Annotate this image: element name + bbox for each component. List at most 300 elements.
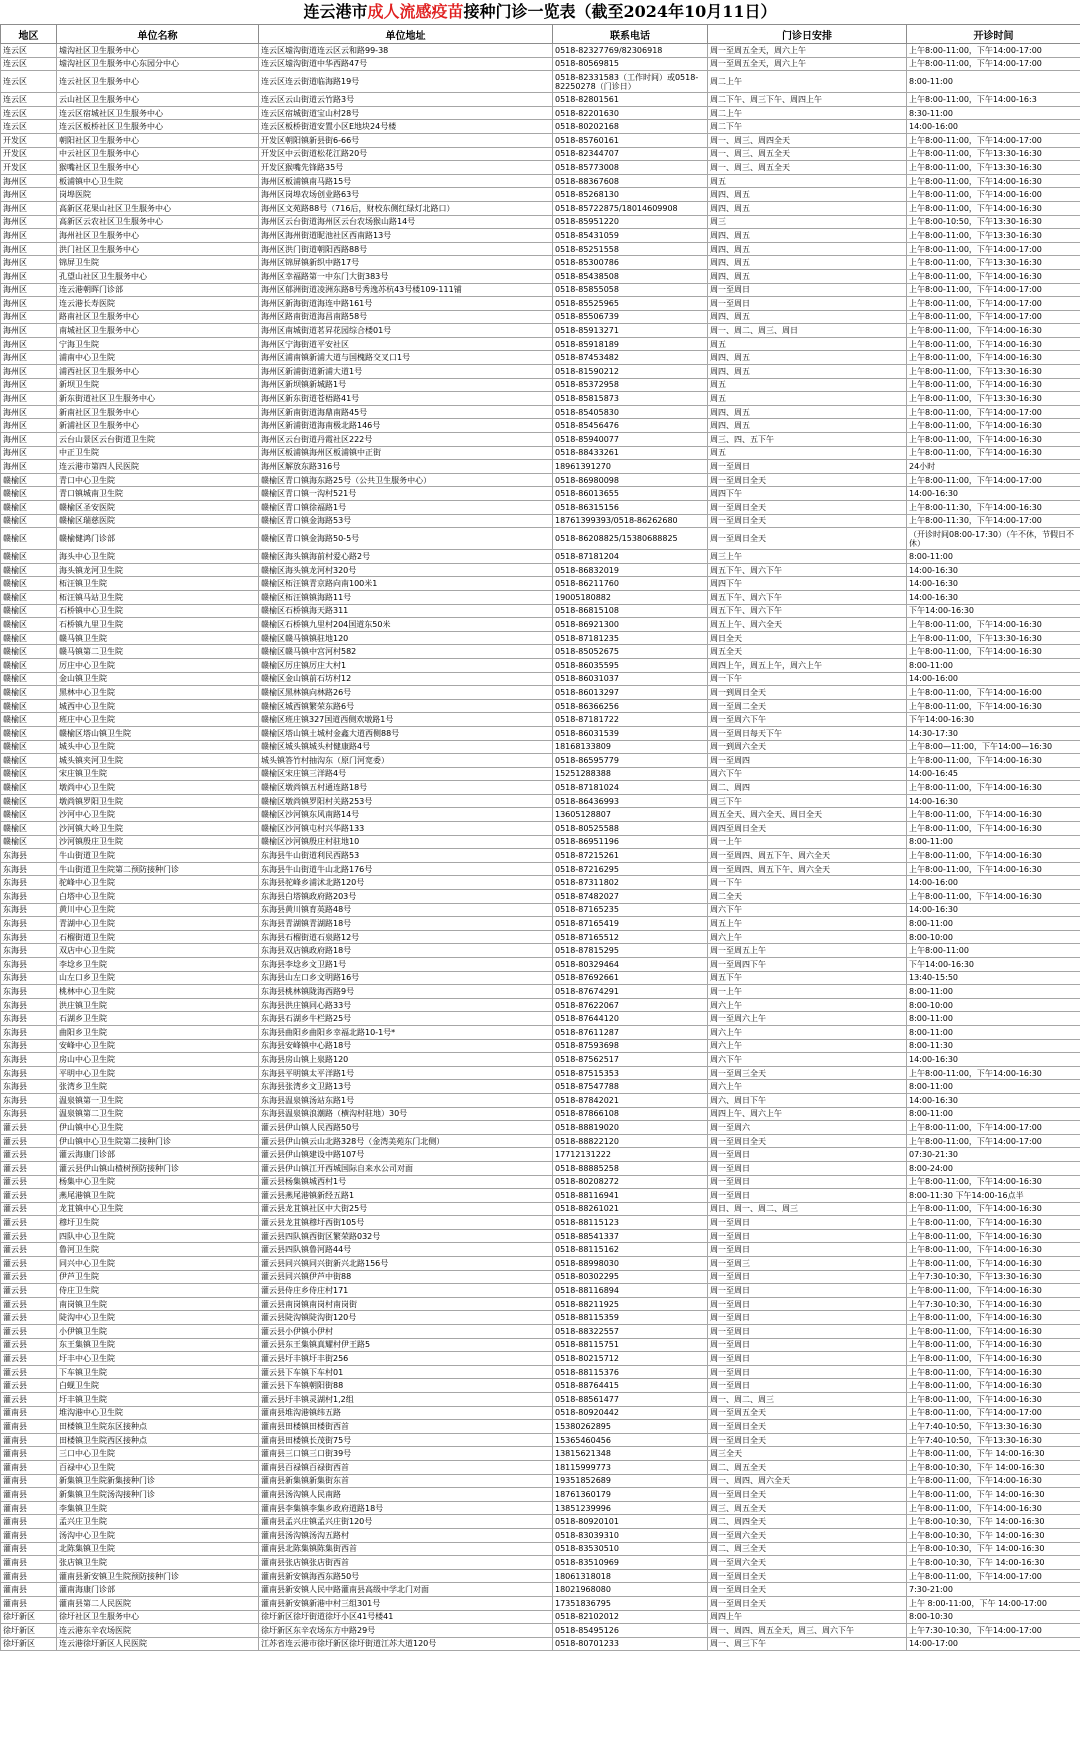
cell-unit-name: 城头镇夹河卫生院 [57,754,259,768]
cell-region: 灌南县 [1,1583,57,1597]
table-row [1,1202,1080,1216]
cell-phone: 0518-83530510 [553,1542,708,1556]
cell-region: 连云区 [1,93,57,107]
cell-region: 赣榆区 [1,528,57,550]
cell-hours: 上午8:00-11:00，下午14:00-17:00 [907,44,1080,58]
cell-region: 东海县 [1,1025,57,1039]
cell-address: 灌云县下车镇下车村01 [259,1365,553,1379]
cell-unit-name: 驼峰中心卫生院 [57,876,259,890]
cell-clinic-days: 周五全天 [708,645,907,659]
cell-hours: 上午8:00-11:00，下午13:30-16:30 [907,392,1080,406]
cell-region: 灌南县 [1,1596,57,1610]
table-row [1,862,1080,876]
table-row [1,405,1080,419]
cell-hours: 上午8:00-11:00，下午14:00-16:30 [907,433,1080,447]
cell-address: 灌南县汤沟镇汤沟五路村 [259,1528,553,1542]
cell-clinic-days: 周一至周四、周五下午、周六全天 [708,862,907,876]
cell-region: 海州区 [1,229,57,243]
cell-address: 连云区板桥街道安置小区E地块24号楼 [259,120,553,134]
cell-unit-name: 黄川中心卫生院 [57,903,259,917]
cell-address: 灌南县田楼镇田楼街西首 [259,1420,553,1434]
cell-region: 徐圩新区 [1,1610,57,1624]
cell-address: 海州区云台街道丹霞社区222号 [259,433,553,447]
cell-hours: 下午14:00-16:30 [907,604,1080,618]
table-row [1,1325,1080,1339]
table-row [1,971,1080,985]
cell-unit-name: 宋庄镇卫生院 [57,767,259,781]
cell-clinic-days: 周一至周四 [708,754,907,768]
cell-region: 东海县 [1,958,57,972]
cell-phone: 0518-80569815 [553,57,708,71]
cell-clinic-days: 周二上午 [708,71,907,93]
cell-phone: 0518-88541337 [553,1229,708,1243]
cell-phone: 0518-88115751 [553,1338,708,1352]
cell-region: 灌云县 [1,1175,57,1189]
cell-address: 海州区新南街道海鼎南路45号 [259,405,553,419]
table-row [1,1093,1080,1107]
cell-region: 赣榆区 [1,658,57,672]
cell-phone: 18961391270 [553,460,708,474]
cell-clinic-days: 周一至周五上午 [708,944,907,958]
cell-address: 灌云县伊山镇建设中路107号 [259,1148,553,1162]
table-row [1,754,1080,768]
cell-address: 徐圩新区东辛农场东方中路29号 [259,1624,553,1638]
table-row [1,1583,1080,1597]
table-row [1,1297,1080,1311]
cell-unit-name: 连云港朝晖门诊部 [57,283,259,297]
cell-address: 连云区云山街道云竹路3号 [259,93,553,107]
cell-phone: 0518-85438508 [553,269,708,283]
table-row [1,392,1080,406]
cell-address: 海州区新浦街道新浦大道1号 [259,365,553,379]
cell-region: 开发区 [1,161,57,175]
table-row [1,351,1080,365]
cell-clinic-days: 周四、周五 [708,242,907,256]
cell-phone: 0518-88367608 [553,174,708,188]
page-title [0,0,1080,24]
cell-address: 海州区洪门街道朝阳西路88号 [259,242,553,256]
cell-clinic-days: 周三、周五全天 [708,1501,907,1515]
cell-unit-name: 安峰中心卫生院 [57,1039,259,1053]
cell-unit-name: 东王集镇卫生院 [57,1338,259,1352]
cell-clinic-days: 周一、周四、周五全天，周三、周六下午 [708,1624,907,1638]
cell-address: 灌云县龙苴镇社区中大街25号 [259,1202,553,1216]
cell-hours: 上午8:00-11:00，下午14:00-16:30 [907,1243,1080,1257]
cell-unit-name: 连云港长寿医院 [57,297,259,311]
cell-address: 东海县温泉镇浪潮路（横沟村驻地）30号 [259,1107,553,1121]
table-row [1,1406,1080,1420]
cell-clinic-days: 周五下午、周六下午 [708,563,907,577]
cell-unit-name: 石桥镇九里卫生院 [57,618,259,632]
table-row [1,215,1080,229]
cell-clinic-days: 周一至周五全天 [708,1406,907,1420]
cell-hours: 上午8:00-11:00，下午14:00-16:30 [907,337,1080,351]
cell-hours: 上午8:00-11:00，下午14:00-17:00 [907,1569,1080,1583]
cell-phone: 0518-85456476 [553,419,708,433]
cell-hours: 上午8:00-11:00，下午13:30-16:30 [907,147,1080,161]
cell-unit-name: 赣马镇卫生院 [57,631,259,645]
table-row [1,1556,1080,1570]
cell-phone: 0518-85855058 [553,283,708,297]
table-row [1,337,1080,351]
table-row [1,242,1080,256]
cell-clinic-days: 周一至周日 [708,1161,907,1175]
cell-hours: 13:40-15:50 [907,971,1080,985]
cell-clinic-days: 周四至周日全天 [708,822,907,836]
cell-address: 赣榆区青口镇徐福路1号 [259,501,553,515]
cell-address: 赣榆区海头镇龙河村320号 [259,563,553,577]
cell-address: 灌南县三口镇三口街39号 [259,1447,553,1461]
cell-address: 东海县石榴街道石泉路12号 [259,930,553,944]
cell-clinic-days: 周六上午 [708,998,907,1012]
cell-region: 灌南县 [1,1556,57,1570]
cell-clinic-days: 周一至周日 [708,1311,907,1325]
cell-unit-name: 海州社区卫生服务中心 [57,229,259,243]
cell-clinic-days: 周一下午 [708,876,907,890]
cell-address: 海州区幸福路第一中东门大街383号 [259,269,553,283]
table-row [1,1596,1080,1610]
cell-address: 灌南县新安镇新港中村三组301号 [259,1596,553,1610]
cell-phone: 0518-87181204 [553,550,708,564]
cell-hours: 上午8:00-10:30，下午 14:00-16:30 [907,1556,1080,1570]
table-row [1,618,1080,632]
cell-phone: 0518-82327769/82306918 [553,44,708,58]
cell-hours: 8:30-11:00 [907,106,1080,120]
cell-clinic-days: 周一至周六下午 [708,713,907,727]
cell-hours: 24小时 [907,460,1080,474]
table-row [1,201,1080,215]
cell-phone: 0518-87547788 [553,1080,708,1094]
cell-hours: 上午8:00-11:00，下午14:00-16:30 [907,446,1080,460]
cell-unit-name: 黑林中心卫生院 [57,686,259,700]
cell-region: 灌南县 [1,1501,57,1515]
cell-hours: 上午8:00-11:00，下午14:00-16:30 [907,1501,1080,1515]
cell-phone: 0518-80302295 [553,1270,708,1284]
cell-address: 赣榆区黑林镇向林路26号 [259,686,553,700]
cell-hours: 上午8:00-11:00，下午14:00-16:30 [907,1338,1080,1352]
cell-region: 灌云县 [1,1284,57,1298]
cell-clinic-days: 周五 [708,392,907,406]
cell-hours: 上午8:00-10:50，下午13:30-16:30 [907,215,1080,229]
cell-region: 赣榆区 [1,822,57,836]
cell-unit-name: 云山社区卫生服务中心 [57,93,259,107]
cell-hours: 上午8:00-11:00，下午14:00-17:00 [907,133,1080,147]
cell-hours: 上午8:00-11:00，下午14:00-16:30 [907,1311,1080,1325]
cell-unit-name: 高新区花果山社区卫生服务中心 [57,201,259,215]
cell-unit-name: 鲁河卫生院 [57,1243,259,1257]
cell-unit-name: 青口中心卫生院 [57,473,259,487]
table-row [1,1012,1080,1026]
table-row [1,1025,1080,1039]
cell-region: 赣榆区 [1,672,57,686]
cell-hours: 上午8:00-11:00，下午14:00-16:30 [907,1393,1080,1407]
cell-phone: 0518-86366256 [553,699,708,713]
table-row [1,174,1080,188]
cell-unit-name: 新浦社区卫生服务中心 [57,419,259,433]
cell-region: 赣榆区 [1,740,57,754]
cell-clinic-days: 周一至周五全天，周六上午 [708,57,907,71]
cell-phone: 0518-87453482 [553,351,708,365]
cell-phone: 0518-85722875/18014609908 [553,201,708,215]
cell-clinic-days: 周四、周五 [708,188,907,202]
cell-address: 赣榆区墩尚镇五村通连路18号 [259,781,553,795]
cell-address: 东海县牛山街道利民西路53 [259,849,553,863]
cell-unit-name: 锦屏卫生院 [57,256,259,270]
cell-unit-name: 城西中心卫生院 [57,699,259,713]
table-row [1,958,1080,972]
cell-unit-name: 百禄中心卫生院 [57,1460,259,1474]
cell-address: 赣榆区青口镇一沟村521号 [259,487,553,501]
cell-clinic-days: 周一至周五全天，周六上午 [708,44,907,58]
cell-clinic-days: 周六上午 [708,1039,907,1053]
table-row [1,1393,1080,1407]
cell-clinic-days: 周四、周五 [708,419,907,433]
cell-hours: 上午8:00-11:00，下午14:00-16:30 [907,618,1080,632]
cell-region: 灌云县 [1,1379,57,1393]
cell-phone: 0518-82344707 [553,147,708,161]
cell-phone: 0518-82102012 [553,1610,708,1624]
table-row [1,229,1080,243]
cell-clinic-days: 周一至周日 [708,1229,907,1243]
cell-region: 连云区 [1,120,57,134]
cell-hours: 上午8:00-11:00，下午14:00-16:30 [907,699,1080,713]
cell-address: 海州区南城街道茗昇花园综合楼01号 [259,324,553,338]
cell-unit-name: 城头中心卫生院 [57,740,259,754]
cell-clinic-days: 周一、周三、周五全天 [708,147,907,161]
table-row [1,161,1080,175]
cell-address: 海州区浦南镇新浦大道与国槐路交叉口1号 [259,351,553,365]
cell-region: 赣榆区 [1,767,57,781]
cell-unit-name: 新集镇卫生院汤沟接种门诊 [57,1488,259,1502]
cell-hours: 上午8:00-11:00，下午14:00-16:30 [907,1352,1080,1366]
cell-hours: 14:00-16:00 [907,876,1080,890]
cell-clinic-days: 周六下午 [708,1053,907,1067]
cell-phone: 0518-87215261 [553,849,708,863]
cell-region: 东海县 [1,971,57,985]
cell-region: 东海县 [1,1080,57,1094]
cell-phone: 0518-85506739 [553,310,708,324]
cell-phone: 0518-86815108 [553,604,708,618]
cell-region: 东海县 [1,849,57,863]
cell-phone: 0518-80920101 [553,1515,708,1529]
cell-hours: 上午8:00-11:00，下午14:00-17:00 [907,310,1080,324]
cell-unit-name: 张店镇卫生院 [57,1556,259,1570]
table-row [1,120,1080,134]
cell-clinic-days: 周一至周日 [708,283,907,297]
table-row [1,1257,1080,1271]
cell-unit-name: 柘汪镇卫生院 [57,577,259,591]
cell-address: 东海县白塔镇政府路203号 [259,890,553,904]
cell-unit-name: 浦南中心卫生院 [57,351,259,365]
cell-clinic-days: 周一至周六 [708,1121,907,1135]
cell-clinic-days: 周一至周日 [708,1175,907,1189]
cell-region: 东海县 [1,876,57,890]
cell-region: 连云区 [1,57,57,71]
cell-region: 灌云县 [1,1311,57,1325]
cell-region: 赣榆区 [1,487,57,501]
cell-phone: 0518-87842021 [553,1093,708,1107]
cell-region: 赣榆区 [1,563,57,577]
table-row [1,985,1080,999]
cell-phone: 0518-87622067 [553,998,708,1012]
cell-unit-name: 燕尾港镇卫生院 [57,1189,259,1203]
cell-clinic-days: 周六上午 [708,1025,907,1039]
cell-address: 赣榆区城头镇城头村健康路4号 [259,740,553,754]
table-row [1,713,1080,727]
cell-phone: 0518-86211760 [553,577,708,591]
cell-hours: 上午8:00-10:30，下午 14:00-16:30 [907,1460,1080,1474]
cell-unit-name: 灌南海康门诊部 [57,1583,259,1597]
table-row [1,57,1080,71]
cell-phone: 0518-88822120 [553,1134,708,1148]
cell-region: 赣榆区 [1,631,57,645]
cell-phone: 18061318018 [553,1569,708,1583]
table-row [1,1107,1080,1121]
cell-phone: 0518-86595779 [553,754,708,768]
cell-unit-name: 灌云县伊山镇山楂树预防接种门诊 [57,1161,259,1175]
cell-phone: 0518-82201630 [553,106,708,120]
cell-unit-name: 朝阳社区卫生服务中心 [57,133,259,147]
cell-clinic-days: 周一、周三下午 [708,1637,907,1651]
cell-clinic-days: 周一至周日全天 [708,1433,907,1447]
cell-clinic-days: 周一至周日全天 [708,1583,907,1597]
table-row [1,1311,1080,1325]
cell-address: 赣榆区青口镇金海路50-5号 [259,528,553,550]
cell-unit-name: 青口镇城南卫生院 [57,487,259,501]
cell-unit-name: 金山镇卫生院 [57,672,259,686]
cell-hours: 上午8:00-11:00，下午14:00-16:30 [907,781,1080,795]
cell-phone: 0518-85913271 [553,324,708,338]
cell-unit-name: 李埝乡卫生院 [57,958,259,972]
cell-clinic-days: 周二、周三全天 [708,1542,907,1556]
cell-clinic-days: 周一至周日 [708,1216,907,1230]
cell-unit-name: 高新区云农社区卫生服务中心 [57,215,259,229]
table-row [1,876,1080,890]
cell-phone: 0518-85918189 [553,337,708,351]
cell-hours: 上午8:00-11:00，下午13:30-16:30 [907,631,1080,645]
cell-region: 东海县 [1,1012,57,1026]
cell-unit-name: 孟兴庄卫生院 [57,1515,259,1529]
cell-hours: 上午8:00-11:00，下午14:00-16:30 [907,1066,1080,1080]
cell-unit-name: 李集镇卫生院 [57,1501,259,1515]
cell-hours: 上午8:00-11:00，下午 14:00-16:30 [907,1488,1080,1502]
cell-phone: 0518-80329464 [553,958,708,972]
cell-region: 灌南县 [1,1460,57,1474]
cell-phone: 0518-86921300 [553,618,708,632]
cell-unit-name: 沙河镇殷庄卫生院 [57,835,259,849]
cell-clinic-days: 周四下午 [708,577,907,591]
cell-phone: 0518-88561477 [553,1393,708,1407]
cell-address: 东海县平明镇太平洋路1号 [259,1066,553,1080]
cell-hours: 上午7:30-10:30，下午14:00-17:00 [907,1624,1080,1638]
cell-hours: （开诊时间08:00-17:30）（午不休，节假日不休） [907,528,1080,550]
cell-clinic-days: 周五上午 [708,917,907,931]
cell-unit-name: 班庄中心卫生院 [57,713,259,727]
cell-phone: 0518-80215712 [553,1352,708,1366]
cell-unit-name: 连云社区卫生服务中心 [57,71,259,93]
cell-region: 赣榆区 [1,754,57,768]
cell-region: 灌云县 [1,1229,57,1243]
header-unit-name: 单位名称 [57,25,259,44]
cell-hours: 上午8:00-11:00，下午14:00-16:30 [907,1175,1080,1189]
cell-region: 连云区 [1,44,57,58]
cell-phone: 0518-88211925 [553,1297,708,1311]
cell-unit-name: 同兴中心卫生院 [57,1257,259,1271]
table-row [1,1229,1080,1243]
table-row [1,944,1080,958]
cell-region: 赣榆区 [1,686,57,700]
cell-unit-name: 青湖中心卫生院 [57,917,259,931]
cell-unit-name: 柘汪镇马站卫生院 [57,590,259,604]
cell-clinic-days: 周二、周四全天 [708,1515,907,1529]
table-row [1,446,1080,460]
cell-unit-name: 洪庄镇卫生院 [57,998,259,1012]
cell-address: 海州区新浦街道海南极北路146号 [259,419,553,433]
cell-region: 赣榆区 [1,699,57,713]
cell-phone: 15251288388 [553,767,708,781]
cell-unit-name: 龙苴镇中心卫生院 [57,1202,259,1216]
cell-unit-name: 徐圩社区卫生服务中心 [57,1610,259,1624]
table-row [1,324,1080,338]
cell-clinic-days: 周一至周日全天 [708,1596,907,1610]
cell-region: 开发区 [1,147,57,161]
cell-hours: 上午8:00-11:00，下午14:00-17:00 [907,1134,1080,1148]
cell-unit-name: 沙河中心卫生院 [57,808,259,822]
cell-hours: 14:00-17:00 [907,1637,1080,1651]
cell-address: 东海县房山镇上泉路120 [259,1053,553,1067]
table-row [1,794,1080,808]
cell-address: 赣榆区柘汪镇青京路向南100米1 [259,577,553,591]
cell-unit-name: 南岗镇卫生院 [57,1297,259,1311]
cell-region: 海州区 [1,256,57,270]
cell-hours: 上午7:40-10:50，下午13:30-16:30 [907,1433,1080,1447]
cell-hours: 8:00-11:00 [907,550,1080,564]
cell-region: 灌云县 [1,1148,57,1162]
cell-unit-name: 洪门社区卫生服务中心 [57,242,259,256]
cell-unit-name: 连云港市第四人民医院 [57,460,259,474]
cell-hours: 8:00-11:00 [907,1025,1080,1039]
table-row [1,1066,1080,1080]
cell-address: 东海县温泉镇汤站东路1号 [259,1093,553,1107]
cell-clinic-days: 周一至周三 [708,1257,907,1271]
cell-hours: 上午8:00-11:00，下午13:30-16:30 [907,256,1080,270]
table-row [1,71,1080,93]
cell-unit-name: 桃林中心卫生院 [57,985,259,999]
cell-unit-name: 田楼镇卫生院西区接种点 [57,1433,259,1447]
cell-clinic-days: 周四、周五 [708,310,907,324]
cell-clinic-days: 周一至周日全天 [708,501,907,515]
cell-clinic-days: 周一、周二、周三、周日 [708,324,907,338]
cell-phone: 0518-88819020 [553,1121,708,1135]
cell-unit-name: 牛山街道卫生院第二预防接种门诊 [57,862,259,876]
cell-clinic-days: 周四、周五 [708,269,907,283]
cell-clinic-days: 周五下午、周六下午 [708,590,907,604]
cell-address: 开发区猴嘴先锋路35号 [259,161,553,175]
table-row [1,1189,1080,1203]
cell-hours: 8:00-11:00 [907,71,1080,93]
cell-hours: 上午8:00-11:00，下午13:30-16:30 [907,229,1080,243]
cell-unit-name: 猴嘴社区卫生服务中心 [57,161,259,175]
cell-phone: 0518-86980098 [553,473,708,487]
cell-unit-name: 海头镇龙河卫生院 [57,563,259,577]
cell-clinic-days: 周三上午 [708,550,907,564]
table-row [1,563,1080,577]
cell-address: 连云区墟沟街道中华西路47号 [259,57,553,71]
cell-unit-name: 路南社区卫生服务中心 [57,310,259,324]
cell-phone: 0518-85525965 [553,297,708,311]
cell-phone: 0518-86208825/15380688825 [553,528,708,550]
cell-region: 东海县 [1,1053,57,1067]
